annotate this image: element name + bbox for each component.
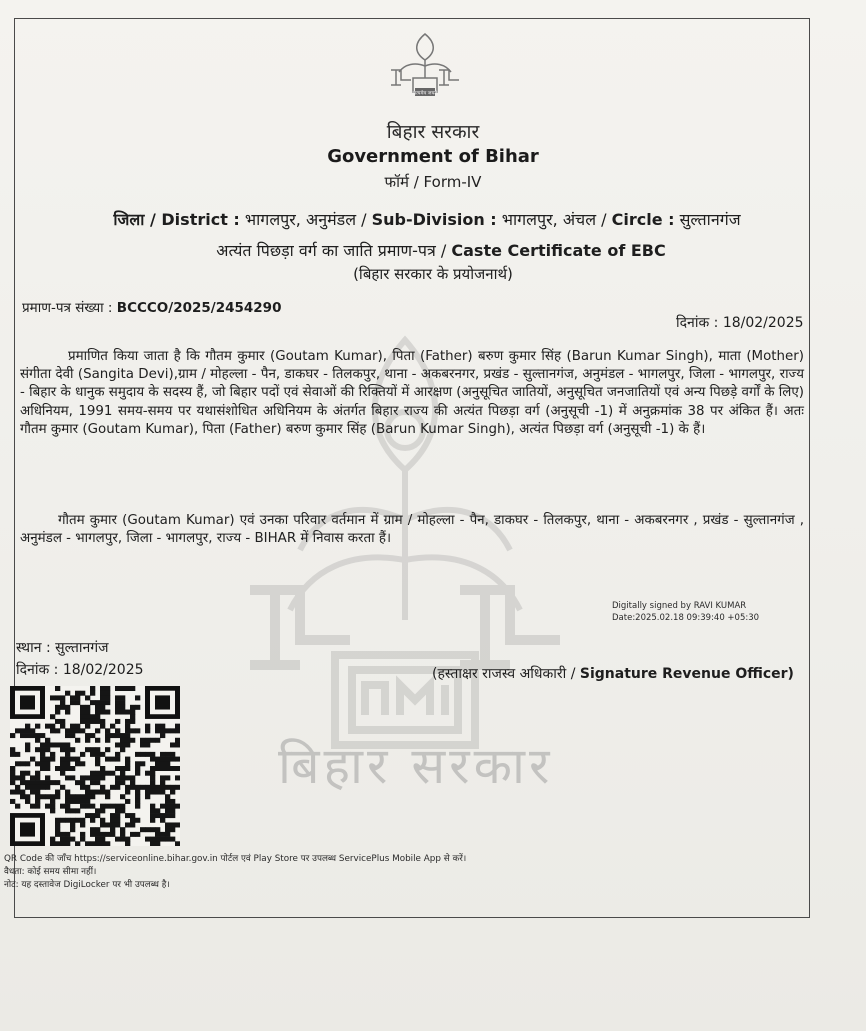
signature-english: Signature Revenue Officer) bbox=[579, 666, 794, 682]
district-label: जिला / District : bbox=[113, 210, 240, 229]
certificate-body-paragraph: प्रमाणित किया जाता है कि गौतम कुमार (Goutam Kumar), पिता (Father) बरुण कुमार सिंह (Barun Kumar Singh), माता (Mother) संगीता देवी (Sangita Devi),ग्राम / मोहल्ला - पैन, डाकघर - तिलकपुर, थाना - अकबरनगर, प्रखंड - सुल्तानगंज, अनुमंडल - भागलपुर, जिला - भागलपुर, राज्य - बिहार के धानुक समुदाय के सदस्य हैं, जो बिहार पदों एवं सेवाओं की रिक्तियों में आरक्षण (अनुसूचित जातियों, अनुसूचित जनजातियों एवं अन्य पिछड़े वर्गों के लिए) अधिनियम, 1991 समय-समय पर यथासंशोधित अधिनियम के अंतर्गत बिहार राज्य की अत्यंत पिछड़ा वर्ग (अनुसूची -1) में अनुक्रमांक 38 पर अंकित हैं। अतः गौतम कुमार (Goutam Kumar), पिता (Father) बरुण कुमार सिंह (Barun Kumar Singh), अत्यंत पिछड़ा वर्ग (अनुसूची -1) के हैं। bbox=[20, 349, 804, 437]
validity-note: वैधता: कोई समय सीमा नहीं। bbox=[4, 867, 97, 877]
digilocker-note: नोट: यह दस्तावेज DigiLocker पर भी उपलब्ध है। bbox=[4, 880, 170, 890]
district-value: भागलपुर, bbox=[239, 210, 306, 229]
form-number: फॉर्म / Form-IV bbox=[384, 173, 482, 191]
state-emblem-icon bbox=[385, 30, 465, 100]
certificate-title-hindi: अत्यंत पिछड़ा वर्ग का जाति प्रमाण-पत्र / bbox=[216, 241, 452, 260]
residence-paragraph: गौतम कुमार (Goutam Kumar) एवं उनका परिवार वर्तमान में ग्राम / मोहल्ला - पैन, डाकघर - तिलकपुर, थाना - अकबरनगर , प्रखंड - सुल्तानगंज , अनुमंडल - भागलपुर, जिला - भागलपुर, राज्य - BIHAR में निवास करता हैं। bbox=[20, 513, 804, 547]
certificate-title-english: Caste Certificate of EBC bbox=[451, 241, 666, 260]
subdivision-label: Sub-Division : bbox=[371, 210, 497, 229]
signature-officer bbox=[432, 664, 794, 683]
circle-label-hindi: अंचल / bbox=[562, 210, 612, 229]
digital-signature-name: Digitally signed by RAVI KUMAR bbox=[612, 601, 747, 611]
certificate-number bbox=[22, 298, 281, 316]
signature-hindi: (हस्ताक्षर राजस्व अधिकारी / bbox=[432, 666, 580, 682]
qr-verification-note: QR Code की जाँच https://serviceonline.bihar.gov.in पोर्टल एवं Play Store पर उपलब्ध ServicePlus Mobile App से करें। bbox=[4, 854, 467, 864]
certificate-number-label: प्रमाण-पत्र संख्या : bbox=[22, 300, 117, 316]
qr-code-icon[interactable] bbox=[10, 686, 180, 846]
circle-value: सुल्तानगंज bbox=[674, 210, 741, 229]
date-field: दिनांक : 18/02/2025 bbox=[16, 662, 144, 678]
issue-date: दिनांक : 18/02/2025 bbox=[676, 315, 804, 331]
certificate-purpose: (बिहार सरकार के प्रयोजनार्थ) bbox=[353, 265, 513, 283]
digital-signature bbox=[612, 600, 759, 624]
emblem-motto: सत्यमेव जयते bbox=[412, 90, 438, 97]
subdivision-label-hindi: अनुमंडल / bbox=[305, 210, 372, 229]
circle-label: Circle : bbox=[611, 210, 675, 229]
certificate-title bbox=[8, 239, 866, 261]
district-line bbox=[0, 208, 860, 230]
footer-notes bbox=[4, 853, 466, 892]
government-english-title: Government of Bihar bbox=[327, 146, 539, 167]
subdivision-value: भागलपुर, bbox=[496, 210, 563, 229]
digital-signature-date: Date:2025.02.18 09:39:40 +05:30 bbox=[612, 613, 760, 623]
certificate-number-value: BCCCO/2025/2454290 bbox=[116, 300, 282, 316]
place-field: स्थान : सुल्तानगंज bbox=[16, 640, 109, 656]
watermark-text: बिहार सरकार bbox=[278, 737, 554, 795]
government-hindi-title: बिहार सरकार bbox=[386, 121, 480, 143]
